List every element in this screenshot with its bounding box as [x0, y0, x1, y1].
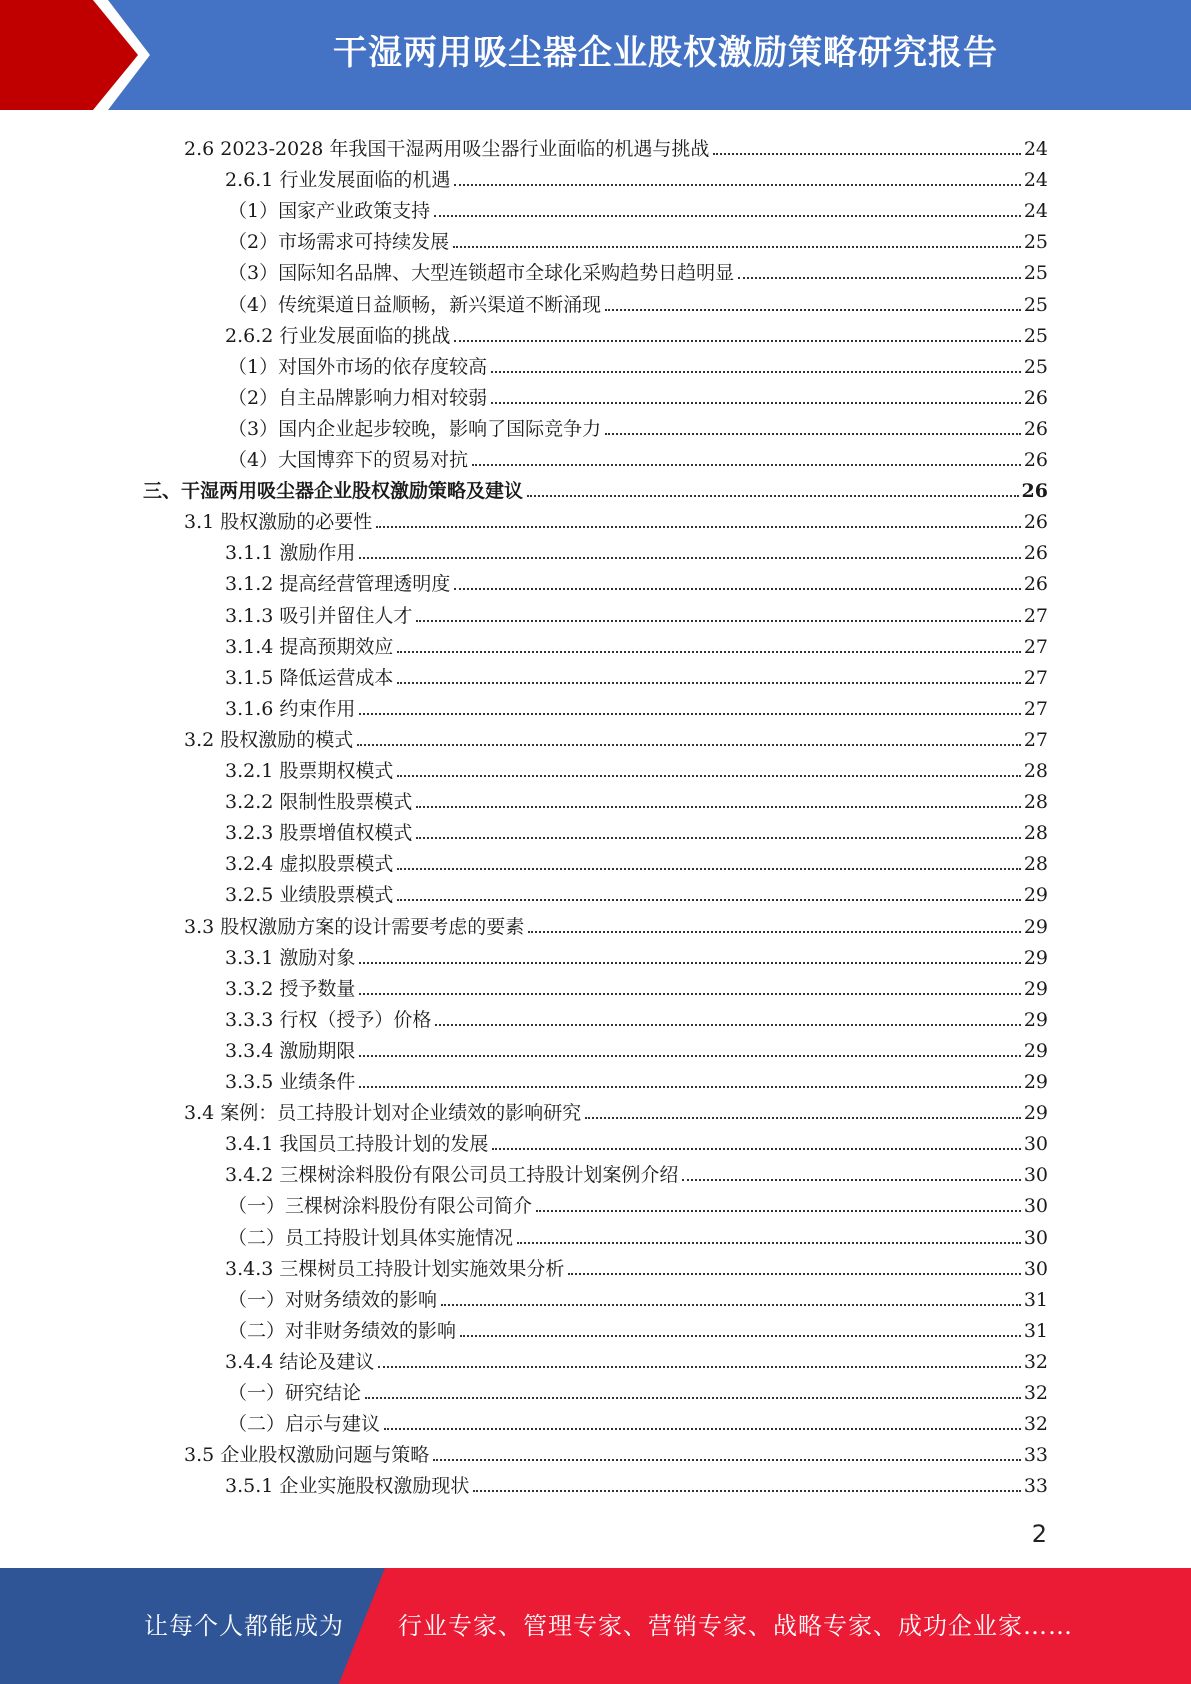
toc-entry-page: 31 — [1023, 1288, 1048, 1311]
header-red-arrow — [0, 0, 150, 110]
toc-entry-label: （一）对财务绩效的影响 — [228, 1288, 438, 1311]
toc-dot-leader — [397, 774, 1020, 777]
toc-entry-label: 3.4.2 三棵树涂料股份有限公司员工持股计划案例介绍 — [225, 1164, 679, 1187]
toc-entry-page: 29 — [1023, 884, 1048, 907]
toc-entry[interactable] — [228, 440, 1048, 471]
toc-entry[interactable] — [225, 1124, 1048, 1155]
footer-slogan-right: 行业专家、管理专家、营销专家、战略专家、成功企业家…… — [398, 1612, 1073, 1640]
toc-entry-page: 32 — [1023, 1413, 1048, 1436]
toc-entry-label: 3.5 企业股权激励问题与策略 — [184, 1444, 430, 1467]
toc-dot-leader — [357, 743, 1021, 746]
toc-dot-leader — [491, 370, 1021, 373]
toc-entry-page: 32 — [1023, 1382, 1048, 1404]
toc-entry-page: 27 — [1023, 697, 1048, 720]
toc-dot-leader — [416, 836, 1020, 839]
toc-dot-leader — [528, 930, 1021, 933]
toc-dot-leader — [454, 587, 1020, 590]
toc-entry-page: 26 — [1021, 480, 1048, 503]
toc-entry-label: 3.2.2 限制性股票模式 — [225, 791, 413, 814]
toc-entry-page: 32 — [1023, 1350, 1048, 1373]
toc-entry[interactable] — [184, 502, 1048, 533]
toc-entry[interactable] — [225, 1249, 1048, 1280]
toc-dot-leader — [491, 401, 1021, 404]
toc-entry-page: 25 — [1023, 293, 1048, 316]
toc-dot-leader — [359, 992, 1020, 995]
toc-entry-page: 25 — [1023, 324, 1048, 347]
toc-entry[interactable] — [228, 378, 1048, 409]
toc-entry-page: 26 — [1023, 417, 1048, 440]
toc-entry-label: （一）研究结论 — [228, 1382, 362, 1404]
toc-entry-label: （4）传统渠道日益顺畅，新兴渠道不断涌现 — [228, 293, 602, 316]
toc-dot-leader — [527, 494, 1019, 497]
toc-entry-label: 3.1.2 提高经营管理透明度 — [225, 573, 451, 596]
toc-entry-label: （3）国际知名品牌、大型连锁超市全球化采购趋势日趋明显 — [228, 262, 735, 285]
toc-entry-label: （3）国内企业起步较晚，影响了国际竞争力 — [228, 417, 602, 440]
toc-entry-page: 30 — [1023, 1164, 1048, 1187]
toc-entry[interactable] — [225, 1000, 1048, 1031]
toc-dot-leader — [365, 1396, 1021, 1399]
toc-dot-leader — [416, 805, 1020, 808]
toc-entry[interactable] — [184, 1435, 1048, 1466]
toc-entry-page: 28 — [1023, 822, 1048, 845]
toc-entry-label: （4）大国博弈下的贸易对抗 — [228, 449, 469, 471]
toc-entry-label: 3.1.5 降低运营成本 — [225, 666, 394, 689]
toc-entry[interactable] — [225, 813, 1048, 844]
toc-dot-leader — [376, 525, 1021, 528]
toc-entry[interactable] — [184, 907, 1048, 938]
toc-entry-label: （二）启示与建议 — [228, 1413, 381, 1436]
toc-entry-label: （二）员工持股计划具体实施情况 — [228, 1226, 514, 1249]
toc-entry-page: 26 — [1023, 542, 1048, 565]
toc-entry[interactable] — [225, 627, 1048, 658]
toc-dot-leader — [738, 276, 1021, 279]
toc-entry[interactable] — [143, 471, 1048, 502]
toc-entry-label: 三、干湿两用吸尘器企业股权激励策略及建议 — [143, 480, 524, 503]
header-banner — [0, 0, 1191, 110]
toc-entry[interactable] — [228, 409, 1048, 440]
toc-entry-label: （2）市场需求可持续发展 — [228, 231, 450, 254]
toc-entry-page: 26 — [1023, 511, 1048, 534]
footer-slogan-left: 让每个人都能成为 — [144, 1612, 344, 1640]
toc-dot-leader — [454, 183, 1020, 186]
toc-entry[interactable] — [184, 720, 1048, 751]
toc-dot-leader — [453, 245, 1021, 248]
toc-entry-label: 3.4 案例：员工持股计划对企业绩效的影响研究 — [184, 1102, 582, 1125]
toc-entry[interactable] — [228, 285, 1048, 316]
toc-entry-page: 26 — [1023, 449, 1048, 471]
toc-entry[interactable] — [225, 533, 1048, 564]
toc-entry-label: （二）对非财务绩效的影响 — [228, 1319, 457, 1342]
toc-entry[interactable] — [184, 1093, 1048, 1124]
toc-entry-label: 2.6.2 行业发展面临的挑战 — [225, 324, 451, 347]
toc-dot-leader — [359, 961, 1020, 964]
toc-entry[interactable] — [225, 938, 1048, 969]
toc-entry-page: 30 — [1023, 1257, 1048, 1280]
toc-entry-label: 3.1.6 约束作用 — [225, 697, 356, 720]
toc-entry-page: 30 — [1023, 1195, 1048, 1218]
toc-entry[interactable] — [225, 1155, 1048, 1186]
toc-entry-page: 25 — [1023, 355, 1048, 378]
toc-dot-leader — [359, 712, 1020, 715]
toc-entry[interactable] — [225, 564, 1048, 595]
toc-entry-label: 3.5.1 企业实施股权激励现状 — [225, 1475, 470, 1498]
toc-entry-label: 3.3.3 行权（授予）价格 — [225, 1008, 432, 1031]
toc-entry-page: 30 — [1023, 1133, 1048, 1156]
toc-entry-page: 24 — [1023, 169, 1048, 192]
toc-entry-label: 3.2.4 虚拟股票模式 — [225, 853, 394, 876]
toc-dot-leader — [605, 432, 1021, 435]
toc-entry[interactable] — [225, 1466, 1048, 1497]
toc-entry-page: 25 — [1023, 262, 1048, 285]
toc-entry-page: 27 — [1023, 666, 1048, 689]
toc-entry-page: 33 — [1023, 1444, 1048, 1467]
toc-entry-page: 24 — [1023, 200, 1048, 223]
toc-entry-label: （一）三棵树涂料股份有限公司简介 — [228, 1195, 533, 1218]
footer-banner — [0, 1568, 1191, 1684]
toc-entry-label: 3.3 股权激励方案的设计需要考虑的要素 — [184, 915, 525, 938]
toc-entry-label: 3.3.2 授予数量 — [225, 977, 356, 1000]
toc-entry[interactable] — [228, 1186, 1048, 1217]
toc-entry-label: （1）对国外市场的依存度较高 — [228, 355, 488, 378]
toc-entry[interactable] — [225, 844, 1048, 875]
toc-entry-page: 24 — [1023, 138, 1048, 160]
toc-entry-label: 3.4.3 三棵树员工持股计划实施效果分析 — [225, 1257, 565, 1280]
toc-entry-page: 28 — [1023, 760, 1048, 782]
toc-entry-label: 3.1.1 激励作用 — [225, 542, 356, 565]
toc-entry[interactable] — [225, 782, 1048, 813]
toc-entry[interactable] — [225, 751, 1048, 782]
toc-entry-label: 3.2 股权激励的模式 — [184, 728, 354, 751]
toc-entry[interactable] — [225, 689, 1048, 720]
toc-entry[interactable] — [228, 1218, 1048, 1249]
toc-entry-label: 3.2.3 股票增值权模式 — [225, 822, 413, 845]
toc-dot-leader — [384, 1427, 1021, 1430]
toc-entry-label: 3.2.1 股票期权模式 — [225, 760, 394, 782]
toc-entry[interactable] — [228, 222, 1048, 253]
toc-entry-label: （1）国家产业政策支持 — [228, 200, 431, 223]
toc-entry[interactable] — [228, 1373, 1048, 1404]
toc-entry-page: 29 — [1023, 946, 1048, 969]
toc-dot-leader — [397, 898, 1020, 901]
toc-entry-label: 3.4.4 结论及建议 — [225, 1350, 375, 1373]
toc-entry-page: 29 — [1023, 1071, 1048, 1093]
toc-entry-label: （2）自主品牌影响力相对较弱 — [228, 386, 488, 409]
toc-entry-page: 29 — [1023, 915, 1048, 938]
report-title: 干湿两用吸尘器企业股权激励策略研究报告 — [333, 33, 998, 73]
toc-entry[interactable] — [225, 316, 1048, 347]
toc-entry-label: 2.6 2023-2028 年我国干湿两用吸尘器行业面临的机遇与挑战 — [184, 138, 710, 160]
toc-entry-page: 28 — [1023, 853, 1048, 876]
toc-dot-leader — [568, 1272, 1020, 1275]
toc-entry-page: 25 — [1023, 231, 1048, 254]
toc-entry[interactable] — [225, 1062, 1048, 1093]
toc-entry-page: 27 — [1023, 604, 1048, 627]
toc-entry[interactable] — [225, 596, 1048, 627]
toc-entry-page: 29 — [1023, 977, 1048, 1000]
toc-entry-page: 29 — [1023, 1008, 1048, 1031]
toc-dot-leader — [454, 339, 1020, 342]
toc-dot-leader — [441, 1303, 1021, 1306]
toc-entry[interactable] — [225, 160, 1048, 191]
toc-entry[interactable] — [228, 1280, 1048, 1311]
toc-entry-page: 29 — [1023, 1039, 1048, 1062]
toc-dot-leader — [473, 1489, 1020, 1492]
toc-entry-page: 27 — [1023, 635, 1048, 658]
toc-entry-label: 3.3.5 业绩条件 — [225, 1071, 356, 1093]
toc-entry-label: 3.1.3 吸引并留住人才 — [225, 604, 413, 627]
toc-dot-leader — [416, 619, 1020, 622]
toc-entry-label: 3.1 股权激励的必要性 — [184, 511, 373, 534]
toc-dot-leader — [682, 1178, 1020, 1181]
toc-dot-leader — [434, 214, 1021, 217]
toc-entry-label: 3.3.1 激励对象 — [225, 946, 356, 969]
toc-entry[interactable] — [225, 658, 1048, 689]
toc-entry[interactable] — [228, 191, 1048, 222]
toc-entry[interactable] — [228, 1404, 1048, 1435]
toc-entry-page: 29 — [1023, 1102, 1048, 1125]
toc-dot-leader — [713, 152, 1020, 155]
toc-entry-page: 26 — [1023, 573, 1048, 596]
toc-entry-page: 33 — [1023, 1475, 1048, 1498]
toc-entry-page: 30 — [1023, 1226, 1048, 1249]
toc-entry[interactable] — [228, 253, 1048, 284]
toc-dot-leader — [472, 463, 1021, 466]
page-number: 2 — [1031, 1520, 1047, 1548]
toc-entry-page: 27 — [1023, 728, 1048, 751]
toc-dot-leader — [460, 1334, 1021, 1337]
toc-entry[interactable] — [184, 129, 1048, 160]
toc-entry-label: 3.4.1 我国员工持股计划的发展 — [225, 1133, 489, 1156]
toc-dot-leader — [397, 681, 1020, 684]
toc-dot-leader — [378, 1365, 1020, 1368]
toc-dot-leader — [397, 650, 1020, 653]
toc-entry-page: 31 — [1023, 1319, 1048, 1342]
toc-entry-label: 3.1.4 提高预期效应 — [225, 635, 394, 658]
toc-entry[interactable] — [225, 969, 1048, 1000]
toc-dot-leader — [435, 1023, 1020, 1026]
toc-dot-leader — [359, 556, 1020, 559]
toc-entry-label: 3.3.4 激励期限 — [225, 1039, 356, 1062]
toc-entry[interactable] — [225, 1342, 1048, 1373]
toc-entry[interactable] — [228, 347, 1048, 378]
toc-entry[interactable] — [228, 1311, 1048, 1342]
toc-entry-page: 26 — [1023, 386, 1048, 409]
toc-dot-leader — [605, 308, 1021, 311]
toc-dot-leader — [585, 1116, 1021, 1119]
toc-dot-leader — [397, 867, 1020, 870]
toc-entry[interactable] — [225, 875, 1048, 906]
toc-entry-label: 2.6.1 行业发展面临的机遇 — [225, 169, 451, 192]
toc-dot-leader — [517, 1241, 1021, 1244]
toc-entry-label: 3.2.5 业绩股票模式 — [225, 884, 394, 907]
toc-entry[interactable] — [225, 1031, 1048, 1062]
toc-dot-leader — [536, 1209, 1021, 1212]
toc-dot-leader — [359, 1085, 1020, 1088]
toc-dot-leader — [433, 1458, 1021, 1461]
toc-dot-leader — [492, 1147, 1020, 1150]
toc-dot-leader — [359, 1054, 1020, 1057]
toc-entry-page: 28 — [1023, 791, 1048, 814]
